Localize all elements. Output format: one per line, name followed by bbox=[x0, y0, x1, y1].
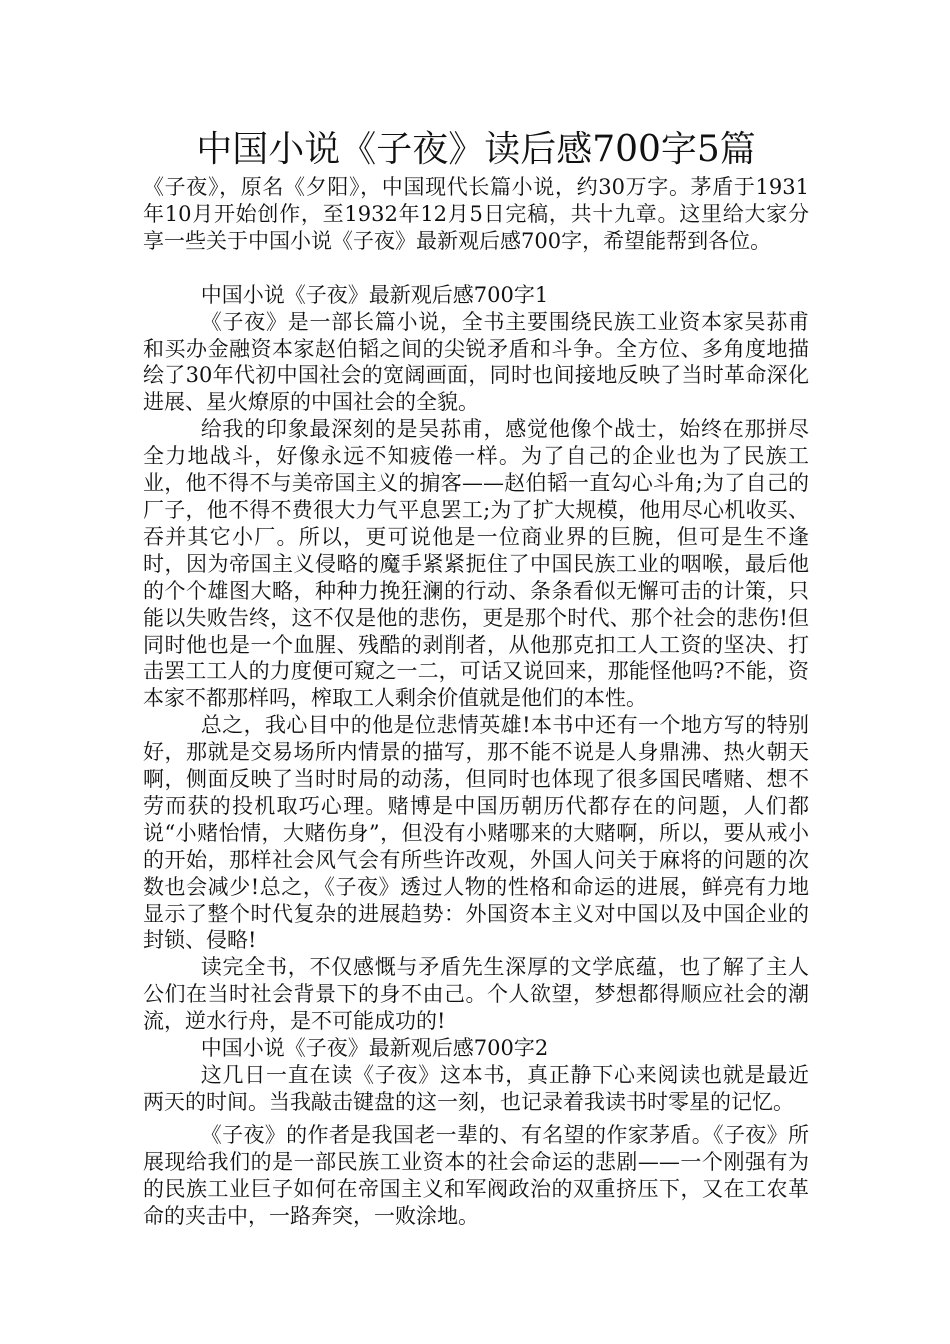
section-1-paragraph-4: 读完全书，不仅感慨与矛盾先生深厚的文学底蕴，也了解了主人公们在当时社会背景下的身不由己。个人欲望，梦想都得顺应社会的潮流，逆水行舟，是不可能成功的! bbox=[143, 955, 809, 1034]
intro-paragraph: 《子夜》，原名《夕阳》，中国现代长篇小说，约30万字。茅盾于1931年10月开始创作，至1932年12月5日完稿，共十九章。这里给大家分享一些关于中国小说《子夜》最新观后感700字，希望能帮到各位。 bbox=[143, 175, 809, 253]
section-1-heading: 中国小说《子夜》最新观后感700字1 bbox=[200, 282, 549, 307]
section-2-heading: 中国小说《子夜》最新观后感700字2 bbox=[200, 1036, 549, 1061]
document-page bbox=[143, 126, 809, 1229]
section-1-paragraph-1: 《子夜》是一部长篇小说，全书主要围绕民族工业资本家吴荪甫和买办金融资本家赵伯韬之间的尖锐矛盾和斗争。全方位、多角度地描绘了30年代初中国社会的宽阔画面，同时也间接地反映了当时革命深化进展、星火燎原的中国社会的全貌。 bbox=[143, 309, 809, 415]
section-2-paragraph-1: 这几日一直在读《子夜》这本书，真正静下心来阅读也就是最近两天的时间。当我敲击键盘的这一刻，也记录着我读书时零星的记忆。 bbox=[143, 1063, 809, 1114]
section-1-paragraph-2: 给我的印象最深刻的是吴荪甫，感觉他像个战士，始终在那拼尽全力地战斗，好像永远不知疲倦一样。为了自己的企业也为了民族工业，他不得不与美帝国主义的掮客——赵伯韬一直勾心斗角;为了自己的厂子，他不得不费很大力气平息罢工;为了扩大规模，他用尽心机收买、吞并其它小厂。所以，更可说他是一位商业界的巨腕，但可是生不逢时，因为帝国主义侵略的魔手紧紧扼住了中国民族工业的咽喉，最后他的个个雄图大略，种种力挽狂澜的行动、条条看似无懈可击的计策，只能以失败告终，这不仅是他的悲伤，更是那个时代、那个社会的悲伤!但同时他也是一个血腥、残酷的剥削者，从他那克扣工人工资的坚决、打击罢工工人的力度便可窥之一二，可话又说回来，那能怪他吗?不能，资本家不都那样吗，榨取工人剩余价值就是他们的本性。 bbox=[143, 417, 809, 711]
document-title: 中国小说《子夜》读后感700字5篇 bbox=[196, 129, 756, 170]
section-2-paragraph-2: 《子夜》的作者是我国老一辈的、有名望的作家茅盾。《子夜》所展现给我们的是一部民族工业资本的社会命运的悲剧——一个刚强有为的民族工业巨子如何在帝国主义和军阀政治的双重挤压下，又在工农革命的夹击中，一路奔突，一败涂地。 bbox=[143, 1122, 809, 1228]
section-1-paragraph-3: 总之，我心目中的他是位悲情英雄!本书中还有一个地方写的特别好，那就是交易场所内情景的描写，那不能不说是人身鼎沸、热火朝天啊，侧面反映了当时时局的动荡，但同时也体现了很多国民嗜赌、想不劳而获的投机取巧心理。赌博是中国历朝历代都存在的问题，人们都说“小赌怡情，大赌伤身”，但没有小赌哪来的大赌啊，所以，要从戒小的开始，那样社会风气会有所些许改观，外国人问关于麻将的问题的次数也会减少!总之，《子夜》透过人物的性格和命运的进展，鲜亮有力地显示了整个时代复杂的进展趋势：外国资本主义对中国以及中国企业的封锁、侵略! bbox=[143, 713, 809, 953]
